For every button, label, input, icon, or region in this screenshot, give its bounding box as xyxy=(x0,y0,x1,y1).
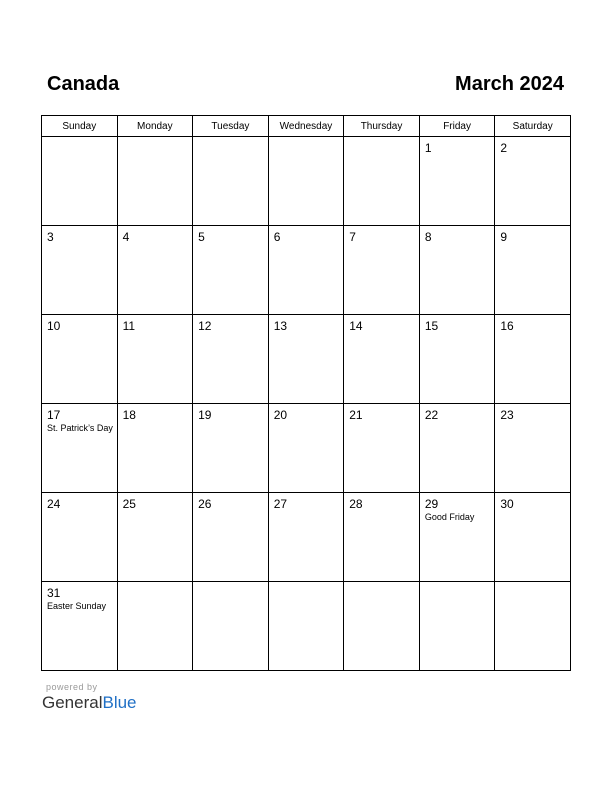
day-cell xyxy=(117,315,193,404)
day-cell xyxy=(117,226,193,315)
day-number: 24 xyxy=(47,497,61,511)
country-title: Canada xyxy=(47,73,120,95)
day-cell xyxy=(117,493,193,582)
day-cell xyxy=(268,137,344,226)
day-number: 18 xyxy=(122,408,136,422)
day-number: 8 xyxy=(424,230,432,244)
month-title: March 2024 xyxy=(455,73,564,95)
day-cell xyxy=(42,315,118,404)
day-number: 1 xyxy=(424,141,432,155)
brand-general-text: General xyxy=(42,693,103,712)
day-number: 30 xyxy=(500,497,514,511)
day-cell xyxy=(419,582,495,671)
day-cell xyxy=(193,137,269,226)
day-number: 6 xyxy=(273,230,281,244)
day-cell xyxy=(193,493,269,582)
day-cell xyxy=(344,226,420,315)
day-number: 19 xyxy=(198,408,212,422)
day-cell xyxy=(495,582,571,671)
day-number: 10 xyxy=(47,319,61,333)
holiday-label: St. Patrick’s Day xyxy=(47,423,113,433)
day-number: 3 xyxy=(47,230,54,244)
week-row xyxy=(42,582,571,671)
day-cell xyxy=(495,315,571,404)
weekday-header-row xyxy=(42,116,571,137)
day-cell xyxy=(268,226,344,315)
week-row xyxy=(42,493,571,582)
day-cell xyxy=(344,582,420,671)
day-number: 23 xyxy=(500,408,514,422)
day-cell xyxy=(419,404,495,493)
day-cell xyxy=(419,137,495,226)
day-cell xyxy=(42,582,118,671)
day-number: 16 xyxy=(500,319,514,333)
day-cell xyxy=(268,493,344,582)
day-number: 14 xyxy=(349,319,363,333)
day-number: 27 xyxy=(273,497,288,511)
day-cell xyxy=(42,226,118,315)
day-number: 20 xyxy=(273,408,288,422)
holiday-label: Good Friday xyxy=(424,512,475,522)
day-number: 13 xyxy=(273,319,288,333)
day-cell xyxy=(268,404,344,493)
weekday-monday: Monday xyxy=(117,116,193,137)
day-number: 28 xyxy=(349,497,363,511)
day-cell xyxy=(495,137,571,226)
day-cell xyxy=(419,493,495,582)
day-number: 22 xyxy=(424,408,439,422)
day-number: 25 xyxy=(122,497,136,511)
day-cell xyxy=(117,404,193,493)
weekday-tuesday: Tuesday xyxy=(193,116,269,137)
powered-by-label: powered by xyxy=(46,682,98,692)
week-row xyxy=(42,226,571,315)
week-row xyxy=(42,137,571,226)
day-cell xyxy=(495,493,571,582)
day-cell xyxy=(42,137,118,226)
day-cell xyxy=(42,404,118,493)
day-number: 5 xyxy=(198,230,205,244)
day-cell xyxy=(117,137,193,226)
day-cell xyxy=(495,226,571,315)
day-cell xyxy=(193,226,269,315)
day-number: 26 xyxy=(198,497,212,511)
day-number: 21 xyxy=(349,408,363,422)
day-cell xyxy=(344,404,420,493)
day-cell xyxy=(268,315,344,404)
weekday-wednesday: Wednesday xyxy=(268,116,344,137)
brand-blue-text: Blue xyxy=(102,693,137,712)
day-cell xyxy=(193,582,269,671)
day-number: 7 xyxy=(349,230,356,244)
week-row xyxy=(42,315,571,404)
brand-logo[interactable] xyxy=(42,693,137,713)
day-number: 4 xyxy=(122,230,130,244)
weekday-saturday: Saturday xyxy=(495,116,571,137)
day-cell xyxy=(193,315,269,404)
day-number: 29 xyxy=(424,497,439,511)
holiday-label: Easter Sunday xyxy=(47,601,107,611)
day-number: 2 xyxy=(500,141,508,155)
day-number: 31 xyxy=(47,586,61,600)
day-number: 12 xyxy=(198,319,212,333)
day-cell xyxy=(268,582,344,671)
week-row xyxy=(42,404,571,493)
day-number: 15 xyxy=(424,319,439,333)
day-cell xyxy=(193,404,269,493)
day-number: 9 xyxy=(500,230,508,244)
weekday-friday: Friday xyxy=(419,116,495,137)
day-number: 11 xyxy=(122,319,136,333)
day-cell xyxy=(344,137,420,226)
day-cell xyxy=(117,582,193,671)
day-number: 17 xyxy=(47,408,61,422)
day-cell xyxy=(419,226,495,315)
day-cell xyxy=(495,404,571,493)
weekday-thursday: Thursday xyxy=(344,116,420,137)
day-cell xyxy=(344,493,420,582)
calendar-grid xyxy=(41,115,571,671)
day-cell xyxy=(344,315,420,404)
day-cell xyxy=(42,493,118,582)
weekday-sunday: Sunday xyxy=(42,116,118,137)
day-cell xyxy=(419,315,495,404)
